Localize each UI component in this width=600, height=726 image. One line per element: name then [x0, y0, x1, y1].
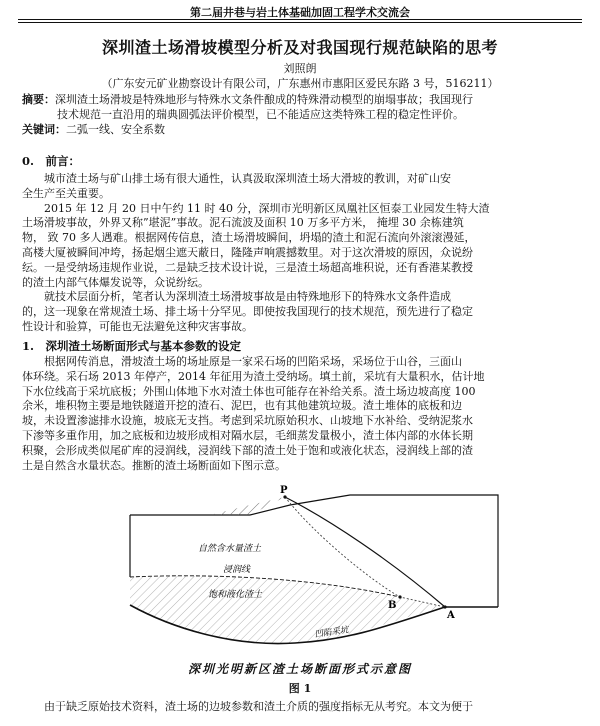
affiliation: （广东安元矿业勘察设计有限公司，广东惠州市惠阳区爱民东路 3 号，516211）	[101, 77, 499, 90]
point-b	[398, 595, 401, 598]
text-line: 城市渣土场与矿山排土场有很大通性，认真汲取深圳渣土场大滑坡的教训，对矿山安	[44, 172, 451, 185]
label-b: B	[388, 600, 397, 611]
text-line: 下渗等多重作用，加之底板和边坡形成相对隔水层，毛细蒸发量极小，渣土体内部的水体长期	[22, 428, 473, 442]
section-0-heading: 0. 前言：	[22, 154, 81, 168]
crest-hatch	[210, 497, 285, 515]
zone-phreatic-label: 浸润线	[223, 565, 251, 575]
text-line: 高楼大厦被瞬间冲垮，扬起烟尘遮天蔽日，隆隆声响震撼数里。对于这次滑坡的原因，众说纷	[22, 245, 473, 259]
text-line: 的渣土内部气体爆发说等，众说纷纭。	[22, 275, 209, 289]
text-line: 性设计和验算，可能也无法避免这种灾害事故。	[22, 319, 253, 333]
label-a: A	[447, 610, 455, 621]
section-1-heading: 1. 深圳渣土场断面形式与基本参数的设定	[22, 339, 242, 353]
abstract-line-1: 深圳渣土场滑坡是特殊地形与特殊水文条件酿成的特殊滑动模型的崩塌事故；我国现行	[55, 93, 473, 106]
conference-header: 第二届井巷与岩土体基础加固工程学术交流会	[190, 6, 410, 19]
keywords-label: 关键词：	[22, 122, 66, 136]
author: 刘照朗	[283, 62, 317, 75]
cross-section-figure	[100, 475, 520, 655]
text-line: 体环绕。采石场 2013 年停产，2014 年征用为渣土受纳场。填土前，采坑有大量积水，估计地	[22, 369, 485, 383]
zone-natural-label: 自然含水量渣土	[198, 544, 262, 554]
zone-saturated-label: 饱和液化渣土	[208, 590, 263, 600]
saturated-zone	[130, 576, 445, 643]
text-line: 土是自然含水量状态。推断的渣土场断面如下图示意。	[22, 458, 286, 472]
paper-title: 深圳渣土场滑坡模型分析及对我国现行规范缺陷的思考	[101, 38, 498, 57]
text-line: 物， 致 70 多人遇难。根据网传信息，渣土场滑坡瞬间，坍塌的渣土和泥石流向外滚滚漫延，	[22, 231, 476, 245]
header-rule-thin	[18, 22, 582, 23]
abstract-line-2: 技术规范一直沿用的瑞典圆弧法评价模型，已不能适应这类特殊工程的稳定性评价。	[57, 107, 464, 121]
section-0-body	[22, 172, 578, 335]
section-1-body	[22, 355, 578, 473]
closing-line: 由于缺乏原始技术资料，渣土场的边坡参数和渣土介质的强度指标无从考究。本文为便于	[44, 700, 473, 713]
figure-number: 图 1	[288, 682, 312, 695]
keywords-text: 二弧一线、安全系数	[66, 122, 165, 136]
label-p: P	[280, 485, 288, 496]
text-line: 2015 年 12 月 20 日中午约 11 时 40 分，深圳市光明新区凤凰社区恒泰工业园发生特大渣	[44, 201, 490, 215]
figure-caption: 深圳光明新区渣土场断面形式示意图	[187, 662, 412, 676]
text-line: 积聚，会形成类似尾矿库的浸润线，浸润线下部的渣土处于饱和或液化状态，浸润线上部的渣	[22, 443, 473, 457]
text-line: 就技术层面分析，笔者认为深圳渣土场滑坡事故是由特殊地形下的特殊水文条件造成	[44, 290, 451, 304]
text-line: 余米，堆积物主要是地铁隧道开挖的渣石、泥巴，也有其他建筑垃圾。渣土堆体的底板和边	[22, 399, 462, 413]
point-a	[443, 605, 446, 608]
text-line: 下水位线高于采坑底板；外围山体地下水对渣土体也可能存在补给关系。渣土场边坡高度 100	[22, 384, 476, 398]
zone-pit-label: 凹陷采坑	[314, 625, 350, 640]
text-line: 坡，未设置渗滤排水设施，坡底无支挡。考虑到采坑原始积水、山坡地下水补给、受纳泥浆水	[22, 414, 473, 428]
abstract-label: 摘要：	[22, 93, 55, 106]
text-line: 根据网传消息，滑坡渣土场的场址原是一家采石场的凹陷采场，采场位于山谷，三面山	[44, 355, 462, 368]
text-line: 全生产至关重要。	[22, 186, 110, 200]
text-line: 土场滑坡事故，外界又称”堪泥”事故。泥石流波及面积 10 万多平方米， 掩埋 30 余栋建筑	[22, 216, 464, 230]
text-line: 的，这一现象在常规渣土场、排土场十分罕见。即使按我国现行的技术规范，预先进行了稳定	[22, 305, 473, 319]
header-rule	[18, 19, 582, 20]
text-line: 纭。一是受纳场违规作业说，二是缺乏技术设计说，三是渣土场超高堆积说，还有香港某教授	[22, 260, 473, 274]
abstract	[22, 93, 578, 137]
